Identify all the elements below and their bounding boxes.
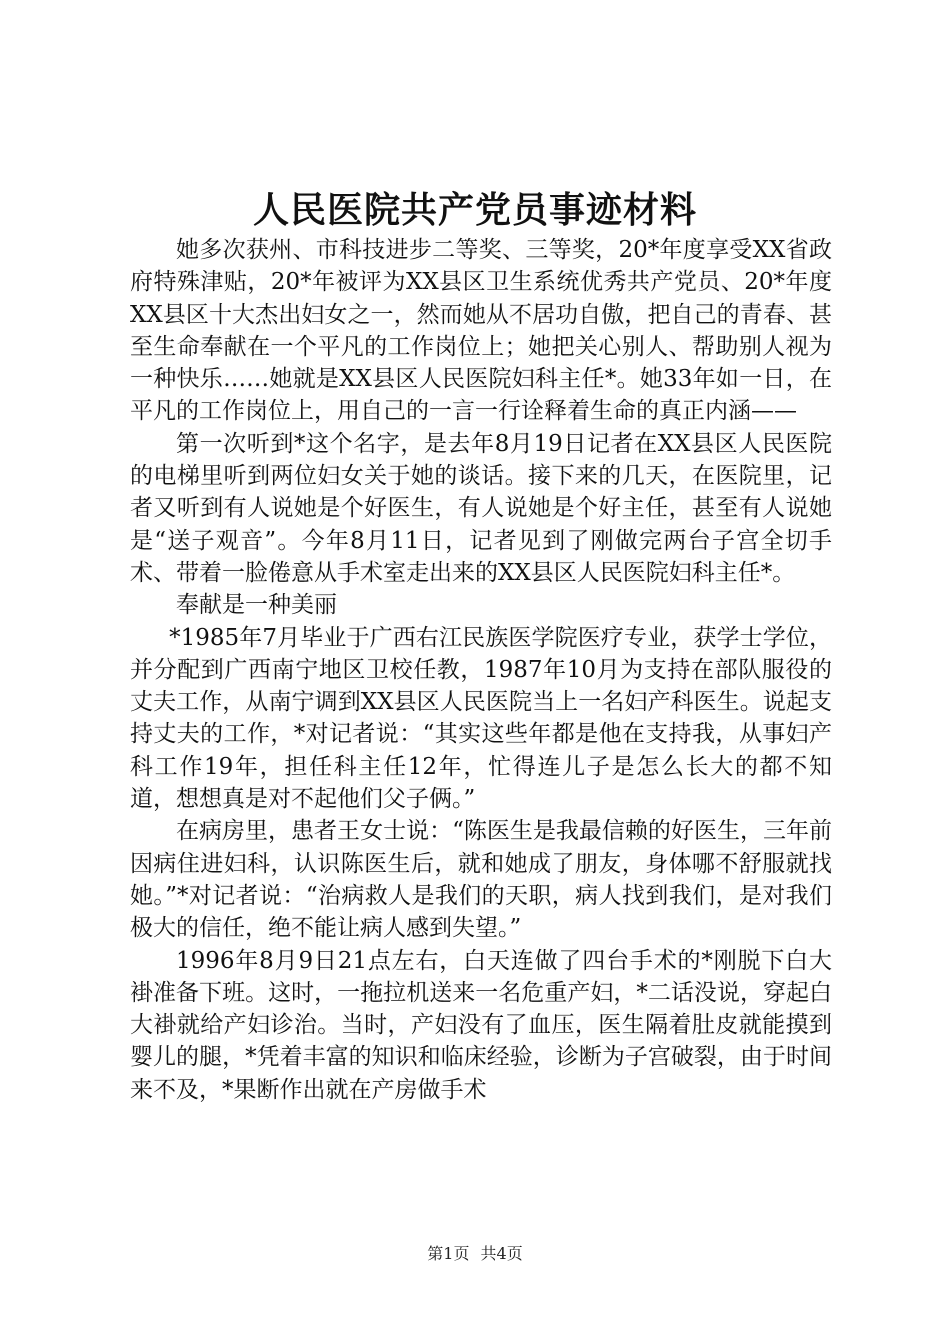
paragraph: *1985年7月毕业于广西右江民族医学院医疗专业，获学士学位，并分配到广西南宁地区卫校任教，1987年10月为支持在部队服役的丈夫工作，从南宁调到XX县区人民医院当上一名妇产科医生。说起支持丈夫的工作，*对记者说：“其实这些年都是他在支持我，从事妇产科工作19年，担任科主任12年，忙得连儿子是怎么长大的都不知道，想想真是对不起他们父子俩。” (130, 624, 832, 813)
document-body (130, 234, 832, 1106)
section-heading: 奉献是一种美丽 (176, 592, 337, 619)
page-total: 共4页 (480, 1244, 523, 1263)
paragraph: 她多次获州、市科技进步二等奖、三等奖，20*年度享受XX省政府特殊津贴，20*年被评为XX县区卫生系统优秀共产党员、20*年度XX县区十大杰出妇女之一，然而她从不居功自傲，把自己的青春、甚至生命奉献在一个平凡的工作岗位上；她把关心别人、帮助别人视为一种快乐……她就是XX县区人民医院妇科主任*。她33年如一日，在平凡的工作岗位上，用自己的一言一行诠释着生命的真正内涵—— (130, 237, 832, 425)
paragraph: 1996年8月9日21点左右，白天连做了四台手术的*刚脱下白大褂准备下班。这时，一拖拉机送来一名危重产妇，*二话没说，穿起白大褂就给产妇诊治。当时，产妇没有了血压，医生隔着肚皮就能摸到婴儿的腿，*凭着丰富的知识和临床经验，诊断为子宫破裂，由于时间来不及，*果断作出就在产房做手术 (130, 947, 832, 1103)
paragraph: 在病房里，患者王女士说：“陈医生是我最信赖的好医生，三年前因病住进妇科，认识陈医生后，就和她成了朋友，身体哪不舒服就找她。”*对记者说：“治病救人是我们的天职，病人找到我们，是对我们极大的信任，绝不能让病人感到失望。” (130, 818, 832, 942)
paragraph: 第一次听到*这个名字，是去年8月19日记者在XX县区人民医院的电梯里听到两位妇女关于她的谈话。接下来的几天，在医院里，记者又听到有人说她是个好医生，有人说她是个好主任，甚至有人说她是“送子观音”。今年8月11日，记者见到了刚做完两台子宫全切手术、带着一脸倦意从手术室走出来的XX县区人民医院妇科主任*。 (130, 430, 832, 586)
page-footer (0, 1243, 950, 1265)
page-number: 第1页 (427, 1244, 470, 1263)
document-title: 人民医院共产党员事迹材料 (252, 189, 697, 231)
